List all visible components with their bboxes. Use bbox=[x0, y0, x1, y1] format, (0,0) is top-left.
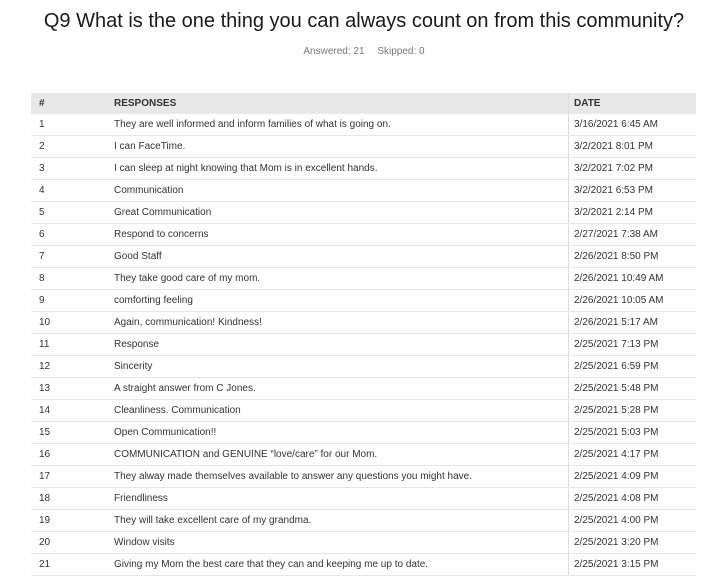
row-date: 2/26/2021 10:49 AM bbox=[569, 268, 697, 290]
row-number: 13 bbox=[31, 378, 107, 400]
row-number: 21 bbox=[31, 554, 107, 576]
row-response: Response bbox=[107, 334, 569, 356]
row-number: 9 bbox=[31, 290, 107, 312]
row-response: Communication bbox=[107, 180, 569, 202]
header-responses: RESPONSES bbox=[107, 93, 569, 114]
row-date: 2/25/2021 4:09 PM bbox=[569, 466, 697, 488]
row-number: 14 bbox=[31, 400, 107, 422]
table-row bbox=[31, 400, 696, 422]
row-date: 2/25/2021 4:08 PM bbox=[569, 488, 697, 510]
row-number: 18 bbox=[31, 488, 107, 510]
skipped-count: Skipped: 0 bbox=[377, 46, 425, 57]
row-number: 17 bbox=[31, 466, 107, 488]
row-response: Respond to concerns bbox=[107, 224, 569, 246]
row-number: 3 bbox=[31, 158, 107, 180]
table-row bbox=[31, 290, 696, 312]
row-response: A straight answer from C Jones. bbox=[107, 378, 569, 400]
response-stats bbox=[0, 46, 728, 57]
answered-count: Answered: 21 bbox=[303, 46, 365, 57]
responses-table bbox=[31, 93, 696, 576]
row-response: They take good care of my mom. bbox=[107, 268, 569, 290]
row-number: 7 bbox=[31, 246, 107, 268]
row-response: I can FaceTime. bbox=[107, 136, 569, 158]
question-title: Q9 What is the one thing you can always count on from this community? bbox=[43, 10, 685, 32]
row-response: I can sleep at night knowing that Mom is in excellent hands. bbox=[107, 158, 569, 180]
row-response: comforting feeling bbox=[107, 290, 569, 312]
header-number: # bbox=[31, 93, 107, 114]
row-number: 12 bbox=[31, 356, 107, 378]
table-row bbox=[31, 114, 696, 136]
row-number: 5 bbox=[31, 202, 107, 224]
table-row bbox=[31, 334, 696, 356]
row-response: They alway made themselves available to answer any questions you might have. bbox=[107, 466, 569, 488]
row-number: 6 bbox=[31, 224, 107, 246]
row-number: 10 bbox=[31, 312, 107, 334]
row-date: 2/25/2021 5:48 PM bbox=[569, 378, 697, 400]
table-row bbox=[31, 136, 696, 158]
row-response: Good Staff bbox=[107, 246, 569, 268]
table-row bbox=[31, 268, 696, 290]
row-date: 2/25/2021 3:20 PM bbox=[569, 532, 697, 554]
row-date: 2/25/2021 3:15 PM bbox=[569, 554, 697, 576]
table-row bbox=[31, 312, 696, 334]
row-number: 2 bbox=[31, 136, 107, 158]
row-date: 2/25/2021 5:28 PM bbox=[569, 400, 697, 422]
row-response: Open Communication!! bbox=[107, 422, 569, 444]
row-response: Friendliness bbox=[107, 488, 569, 510]
row-response: Window visits bbox=[107, 532, 569, 554]
row-date: 2/25/2021 4:17 PM bbox=[569, 444, 697, 466]
row-number: 20 bbox=[31, 532, 107, 554]
row-response: COMMUNICATION and GENUINE “love/care” for our Mom. bbox=[107, 444, 569, 466]
row-date: 2/25/2021 4:00 PM bbox=[569, 510, 697, 532]
table-row bbox=[31, 532, 696, 554]
row-response: Great Communication bbox=[107, 202, 569, 224]
row-date: 2/26/2021 10:05 AM bbox=[569, 290, 697, 312]
row-date: 2/25/2021 5:03 PM bbox=[569, 422, 697, 444]
row-date: 3/2/2021 8:01 PM bbox=[569, 136, 697, 158]
table-row bbox=[31, 356, 696, 378]
table-row bbox=[31, 488, 696, 510]
row-number: 19 bbox=[31, 510, 107, 532]
row-number: 15 bbox=[31, 422, 107, 444]
row-response: Cleanliness. Communication bbox=[107, 400, 569, 422]
row-response: Again, communication! Kindness! bbox=[107, 312, 569, 334]
table-row bbox=[31, 422, 696, 444]
table-row bbox=[31, 510, 696, 532]
row-response: They will take excellent care of my grandma. bbox=[107, 510, 569, 532]
row-date: 3/2/2021 2:14 PM bbox=[569, 202, 697, 224]
row-number: 11 bbox=[31, 334, 107, 356]
table-header-row bbox=[31, 93, 696, 114]
row-number: 16 bbox=[31, 444, 107, 466]
row-response: They are well informed and inform families of what is going on. bbox=[107, 114, 569, 136]
table-row bbox=[31, 466, 696, 488]
table-body bbox=[31, 114, 696, 576]
table-row bbox=[31, 554, 696, 576]
table-row bbox=[31, 180, 696, 202]
row-response: Giving my Mom the best care that they can and keeping me up to date. bbox=[107, 554, 569, 576]
table-row bbox=[31, 378, 696, 400]
table-row bbox=[31, 246, 696, 268]
row-number: 8 bbox=[31, 268, 107, 290]
table-row bbox=[31, 224, 696, 246]
row-date: 2/25/2021 7:13 PM bbox=[569, 334, 697, 356]
row-date: 3/2/2021 6:53 PM bbox=[569, 180, 697, 202]
header-date: DATE bbox=[569, 93, 697, 114]
row-date: 2/27/2021 7:38 AM bbox=[569, 224, 697, 246]
table-row bbox=[31, 158, 696, 180]
row-date: 3/2/2021 7:02 PM bbox=[569, 158, 697, 180]
table-row bbox=[31, 444, 696, 466]
row-date: 2/25/2021 6:59 PM bbox=[569, 356, 697, 378]
row-date: 2/26/2021 8:50 PM bbox=[569, 246, 697, 268]
row-response: Sincerity bbox=[107, 356, 569, 378]
row-number: 4 bbox=[31, 180, 107, 202]
table-row bbox=[31, 202, 696, 224]
row-date: 2/26/2021 5:17 AM bbox=[569, 312, 697, 334]
row-date: 3/16/2021 6:45 AM bbox=[569, 114, 697, 136]
row-number: 1 bbox=[31, 114, 107, 136]
